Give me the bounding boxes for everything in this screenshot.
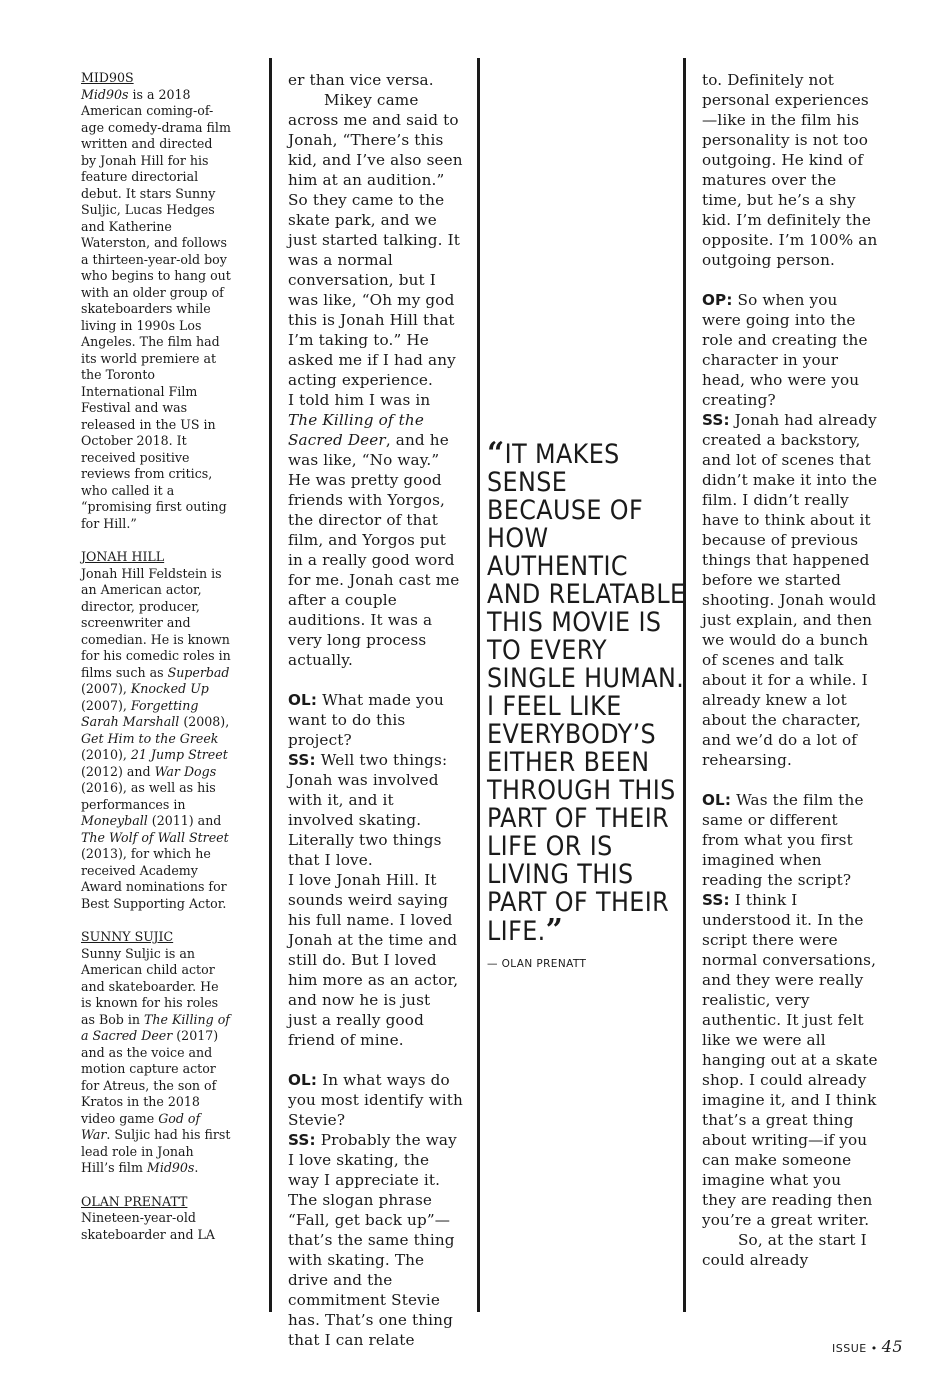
- page-footer: [832, 1337, 903, 1356]
- glossary-text: Jonah Hill Feldstein is an American actor, director, producer, screenwriter and comedian. He is known for his comedic roles in films such as Superbad (2007), Knocked Up (2007), Forgetting Sarah Marshall (2008), Get Him to the Greek (2010), 21 Jump Street (2012) and War Dogs (2016), as well as his performances in Moneyball (2011) and The Wolf of Wall Street (2013), for which he received Academy Award nominations for Best Supporting Actor.: [81, 565, 231, 911]
- glossary-text: Mid90s is a 2018 American coming-of-age comedy-drama film written and directed by Jonah Hill for his feature directorial debut. It stars Sunny Suljic, Lucas Hedges and Katherine Waterston, and follows a thirteen-year-old boy who begins to hang out with an older group of skateboarders while living in 1990s Los Angeles. The film had its world premiere at the Toronto International Film Festival and was released in the US in October 2018. It received positive reviews from critics, who called it a “promising first outing for Hill.”: [81, 86, 231, 531]
- glossary-heading: MID90S: [81, 70, 134, 85]
- paragraph: I love Jonah Hill. It sounds weird saying his full name. I loved Jonah at the time and still do. But I loved him more as an actor, and now he is just just a really good friend of mine.: [288, 871, 459, 1049]
- paragraph: OL: Was the film the same or different from what you first imagined when reading the script?: [702, 791, 864, 889]
- column-rule-2: [477, 58, 480, 1312]
- paragraph: OL: In what ways do you most identify with Stevie?: [288, 1071, 463, 1129]
- paragraph: I told him I was in The Killing of the Sacred Deer, and he was like, “No way.” He was pretty good friends with Yorgos, the director of that film, and Yorgos put in a really good word for me. Jonah cast me after a couple auditions. It was a very long process actually.: [288, 391, 460, 669]
- interview-column-1: [288, 70, 464, 1350]
- glossary-entry: [81, 1194, 231, 1244]
- paragraph: SS: Jonah had already created a backstory, and lot of scenes that didn’t make it into the film. I didn’t really have to think about it because of previous things that happened before we started shooting. Jonah would just explain, and then we would do a bunch of scenes and talk about it for a while. I already knew a lot about the character, and we’d do a lot of rehearsing.: [702, 411, 878, 769]
- glossary-heading: JONAH HILL: [81, 549, 165, 564]
- paragraph: SS: Probably the way I love skating, the way I appreciate it. The slogan phrase “Fall, get back up”— that’s the same thing with skating. The drive and the commitment Stevie has. That’s one thing that I can relate: [288, 1131, 457, 1349]
- glossary-entry: [81, 929, 231, 1177]
- paragraph: SS: I think I understood it. In the script there were normal conversations, and they were really realistic, very authentic. It just felt like we were all hanging out at a skate shop. I could already imagine it, and I think that’s a great thing about writing—if you can make someone imagine what you they are reading then you’re a great writer.: [702, 891, 878, 1229]
- close-quote-mark: ”: [545, 913, 564, 948]
- glossary-heading: SUNNY SUJIC: [81, 929, 174, 944]
- open-quote-mark: “: [487, 436, 505, 471]
- interview-column-3: [702, 70, 878, 1270]
- issue-label: ISSUE: [832, 1342, 867, 1355]
- paragraph: er than vice versa.: [288, 71, 434, 89]
- column-rule-1: [269, 58, 272, 1312]
- page-number: 45: [881, 1337, 904, 1356]
- glossary-entry: [81, 70, 231, 532]
- glossary-heading: OLAN PRENATT: [81, 1193, 188, 1209]
- paragraph: SS: Well two things: Jonah was involved with it, and it involved skating. Literally two things that I love.: [288, 751, 448, 869]
- pull-quote-text: IT MAKES SENSE BECAUSE OF HOW AUTHENTIC AND RELATABLE THIS MOVIE IS TO EVERY SINGLE HUMAN. I FEEL LIKE EVERYBODY’S EITHER BEEN THROUGH THIS PART OF THEIR LIFE OR IS LIVING THIS PART OF THEIR LIFE.: [487, 439, 686, 947]
- paragraph: So, at the start I could already: [702, 1231, 867, 1269]
- glossary-text: Nineteen-year-old skateboarder and LA: [81, 1210, 215, 1242]
- paragraph: Mikey came across me and said to Jonah, “There’s this kid, and I’ve also seen him at an audition.” So they came to the skate park, and we just started talking. It was a normal conversation, but I was like, “Oh my god this is Jonah Hill that I’m taking to.” He asked me if I had any acting experience.: [288, 91, 463, 389]
- paragraph: OL: What made you want to do this project?: [288, 691, 444, 749]
- glossary-entry: [81, 549, 231, 912]
- paragraph: to. Definitely not personal experiences—like in the film his personality is not too outgoing. He kind of matures over the time, but he’s a shy kid. I’m definitely the opposite. I’m 100% an outgoing person.: [702, 71, 878, 269]
- pull-quote: [487, 436, 687, 948]
- pull-quote-attribution: — OLAN PRENATT: [487, 958, 587, 970]
- glossary-sidebar: [81, 70, 231, 1260]
- folio-bullet: •: [870, 1342, 878, 1355]
- paragraph: OP: So when you were going into the role and creating the character in your head, who were you creating?: [702, 291, 868, 409]
- glossary-text: Sunny Suljic is an American child actor and skateboarder. He is known for his roles as Bob in The Killing of a Sacred Deer (2017) and as the voice and motion capture actor for Atreus, the son of Kratos in the 2018 video game God of War. Suljic had his first lead role in Jonah Hill’s film Mid90s.: [81, 945, 231, 1175]
